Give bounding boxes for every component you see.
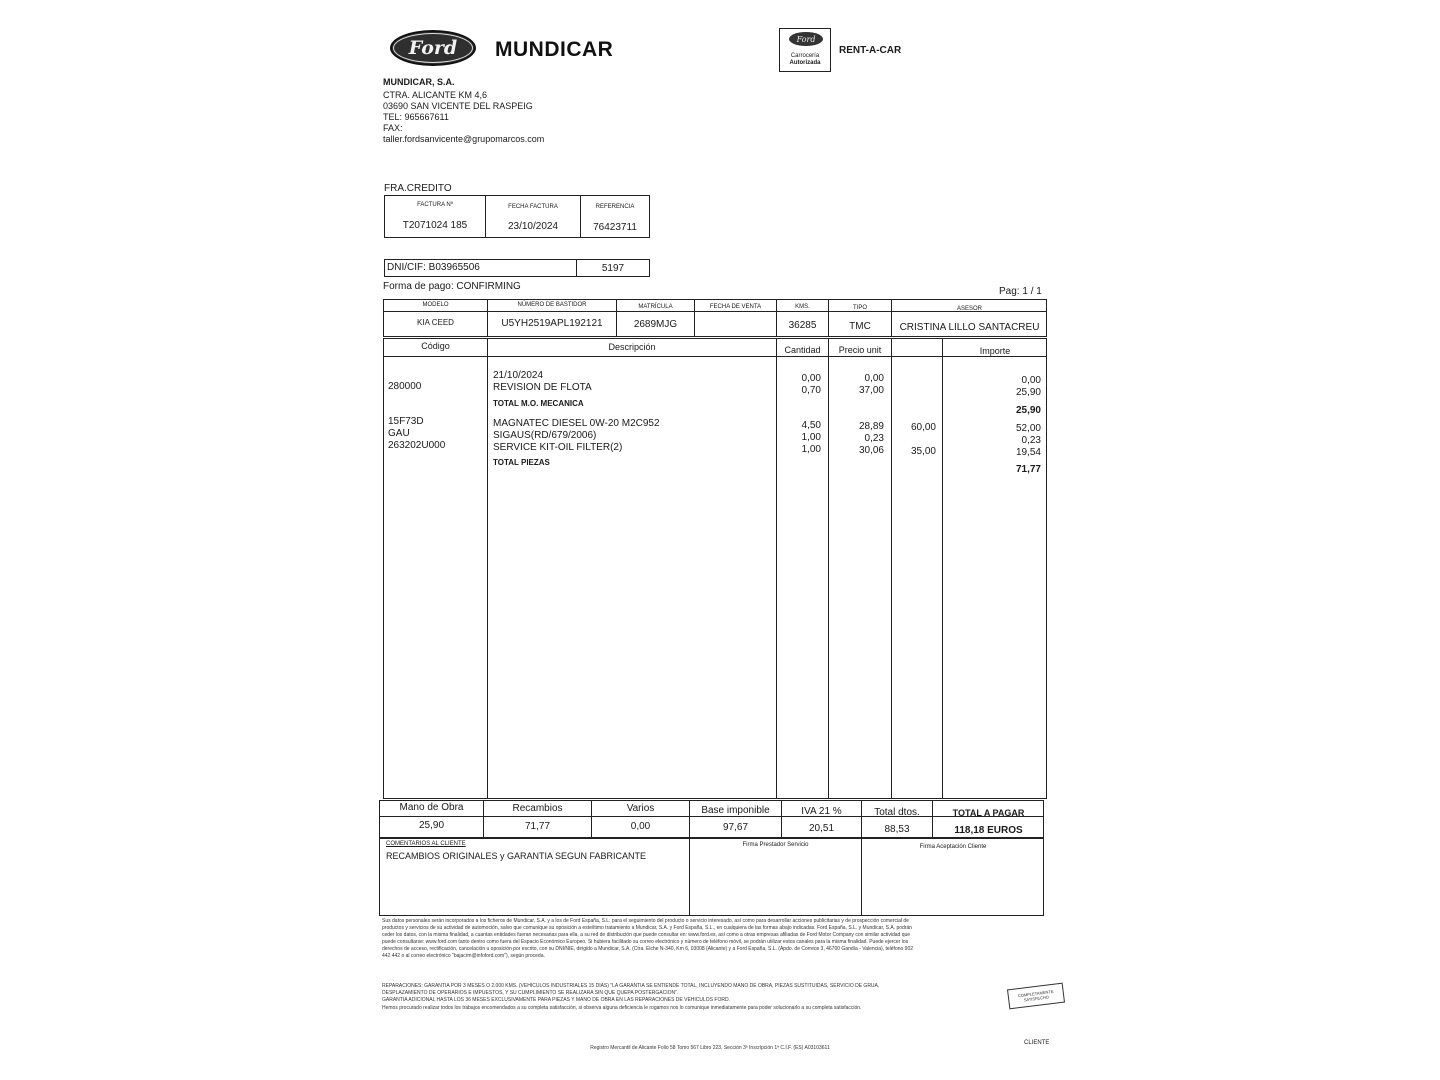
line-descuento: 60,00 xyxy=(910,422,936,433)
line-codigo: 280000 xyxy=(388,381,422,392)
line-cantidad: 4,50 xyxy=(801,420,821,431)
satisfaction-stamp: COMPLETAMENTE SATISFECHO xyxy=(1007,983,1065,1010)
varios-header: Varios xyxy=(626,803,655,814)
fecha-venta-header: FECHA DE VENTA xyxy=(709,304,762,310)
company-email: taller.fordsanvicente@grupomarcos.com xyxy=(383,134,545,144)
vehicle-tipo: TMC xyxy=(849,321,871,332)
invoice-type: FRA.CREDITO xyxy=(384,183,452,194)
iva-header: IVA 21 % xyxy=(801,806,842,817)
fecha-header: FECHA FACTURA xyxy=(508,204,558,210)
carroceria-line1: Carrocería xyxy=(790,53,820,59)
line-descuento: 35,00 xyxy=(910,446,936,457)
matricula-header: MATRÍCULA xyxy=(638,304,673,310)
cliente-label: CLIENTE xyxy=(1024,1040,1050,1046)
carroceria-line2: Autorizada xyxy=(789,60,821,66)
vehicle-modelo: KIA CEED xyxy=(417,318,454,327)
divider xyxy=(487,338,488,799)
total-pagar-value: 118,18 EUROS xyxy=(954,825,1023,836)
line-precio: 0,23 xyxy=(864,433,884,444)
company-name: MUNDICAR, S.A. xyxy=(383,77,455,87)
privacy-line: ceder los datos, con la misma finalidad, a cuantas entidades fueran necesarias para ella, a su red de distribución que puede consultar en: www.ford.es, así como a otras empresas afiliadas de Ford Motor Company con similar actividad que xyxy=(382,932,911,938)
precio-header: Precio unit xyxy=(838,345,882,355)
base-value: 97,67 xyxy=(722,822,749,833)
total-mo-label: TOTAL M.O. MECANICA xyxy=(493,399,584,408)
rent-a-car-label: RENT-A-CAR xyxy=(839,45,902,56)
privacy-notice xyxy=(382,918,1042,960)
bastidor-header: NÚMERO DE BASTIDOR xyxy=(517,302,587,308)
firma-cliente: Firma Aceptación Cliente xyxy=(919,844,987,850)
recambios-header: Recambios xyxy=(512,803,563,814)
vehicle-asesor: CRISTINA LILLO SANTACREU xyxy=(899,322,1040,333)
importe-header: Importe xyxy=(979,346,1011,356)
privacy-line: derechos de acceso, rectificación, cancelación u oposición por escrito, con su DNI/NIE, dirigido a Mundicar, S.A. (Ctra. Elche N-340, Km 6, 03008 (Alicante) y a Ford España, S.L. (Apdo. de Correos 3, 46700 Gandía - Valencia), teléfono 902 xyxy=(382,946,914,952)
privacy-line: Sus datos personales serán incorporados a los ficheros de Mundicar, S.A. y a los de Ford España, S.L. para el seguimiento del producto o servicio interesado, así como para desarrollar acciones publicitarias y de prospección comercial de xyxy=(382,918,909,924)
line-cantidad: 0,00 xyxy=(801,373,821,384)
line-cantidad: 0,70 xyxy=(801,385,821,396)
divider xyxy=(689,838,690,916)
line-importe: 52,00 xyxy=(1015,423,1041,434)
company-tel: TEL: 965667611 xyxy=(383,112,449,122)
line-cantidad: 1,00 xyxy=(801,432,821,443)
line-importe: 0,00 xyxy=(1021,375,1041,386)
base-header: Base imponible xyxy=(701,805,770,816)
ford-small-logo: Ford xyxy=(789,32,823,46)
brand-name: MUNDICAR xyxy=(495,38,614,61)
line-importe: 19,54 xyxy=(1015,447,1041,458)
line-descripcion: MAGNATEC DIESEL 0W-20 M2C952 xyxy=(493,418,660,429)
modelo-header: MODELO xyxy=(422,302,449,308)
factura-header: FACTURA Nº xyxy=(417,202,453,208)
company-address1: CTRA. ALICANTE KM 4,6 xyxy=(383,90,488,100)
line-precio: 0,00 xyxy=(864,373,884,384)
total-mo-value: 25,90 xyxy=(1015,405,1041,416)
ford-logo xyxy=(390,30,476,66)
total-dtos-header: Total dtos. xyxy=(874,807,920,818)
total-pagar-header: TOTAL A PAGAR xyxy=(952,808,1025,818)
ford-logo-text: Ford xyxy=(393,33,473,63)
line-descripcion: SIGAUS(RD/679/2006) xyxy=(493,430,597,441)
privacy-line: 442 442 o al correo electrónico "bajacrm@infoford.com"), según proceda. xyxy=(382,953,545,959)
iva-value: 20,51 xyxy=(808,823,835,834)
total-dtos-value: 88,53 xyxy=(884,824,910,835)
divider xyxy=(776,338,777,799)
company-info xyxy=(383,77,544,145)
payment-method: Forma de pago: CONFIRMING xyxy=(383,281,521,292)
codigo-header: Código xyxy=(421,341,450,351)
kms-header: KMS. xyxy=(795,304,810,310)
factura-date: 23/10/2024 xyxy=(507,221,559,232)
tipo-header: TIPO xyxy=(852,305,867,311)
varios-value: 0,00 xyxy=(630,821,651,832)
warranty-line: REPARACIONES: GARANTIA POR 3 MESES O 2.000 KMS. (VEHICULOS INDUSTRIALES 15 DIAS) "LA GARANTIA SE ENTIENDE TOTAL, INCLUYENDO MANO DE OBRA, PIEZAS SUSTITUIDAS, SERVICIO DE GRUA, xyxy=(382,983,880,989)
factura-reference: 76423711 xyxy=(593,222,637,233)
firma-prestador: Firma Prestador Servicio xyxy=(742,842,809,848)
descripcion-header: Descripción xyxy=(608,342,656,352)
cantidad-header: Cantidad xyxy=(784,345,821,355)
vehicle-matricula: 2689MJG xyxy=(633,319,678,330)
line-importe: 0,23 xyxy=(1021,435,1041,446)
line-descripcion: SERVICE KIT-OIL FILTER(2) xyxy=(493,442,623,453)
comments-text: RECAMBIOS ORIGINALES y GARANTIA SEGUN FABRICANTE xyxy=(386,851,647,861)
line-codigo: 263202U000 xyxy=(388,440,446,451)
line-precio: 28,89 xyxy=(858,421,884,432)
referencia-header: REFERENCIA xyxy=(595,204,635,210)
company-address2: 03690 SAN VICENTE DEL RASPEIG xyxy=(383,101,533,111)
dni-cif: DNI/CIF: B03965506 xyxy=(387,262,480,273)
line-importe: 25,90 xyxy=(1015,387,1041,398)
privacy-line: productos y servicios de su actividad de automoción, salvo que comunique su oposición a este/itimo tratamiento a Mundicar, S.A. y Ford España, S.L., en cualquiera de las formas abajo indicadas. Ford España, S.L. y Mundicar, S.A. podrán xyxy=(382,925,913,931)
line-codigo: 15F73D xyxy=(388,416,424,427)
client-code: 5197 xyxy=(601,263,625,274)
line-date: 21/10/2024 xyxy=(493,370,544,381)
registro-mercantil: Registro Mercantil de Alicante Folio 58 Tomo 567 Libro 223, Sección 3ª Inscripción 1ª C.I.F. (ES) A03103611 xyxy=(590,1045,830,1051)
total-piezas-value: 71,77 xyxy=(1015,464,1041,475)
warranty-notice xyxy=(382,983,1002,1012)
warranty-line: DESPLAZAMIENTO DE OPERARIOS E IMPUESTOS, Y SU CUMPLIMIENTO SE REALIZARA SIN QUE QUEPA POSTERGACION". xyxy=(382,990,679,996)
asesor-header: ASESOR xyxy=(956,306,982,312)
warranty-line: GARANTIA ADICIONAL HASTA LOS 36 MESES EXCLUSIVAMENTE PARA PIEZAS Y MANO DE OBRA EN LAS REPARACIONES DE VEHICULOS FORD. xyxy=(382,997,730,1003)
line-precio: 37,00 xyxy=(858,385,884,396)
line-descripcion: REVISION DE FLOTA xyxy=(493,382,592,393)
line-cantidad: 1,00 xyxy=(801,444,821,455)
recambios-value: 71,77 xyxy=(524,821,551,832)
mano-obra-header: Mano de Obra xyxy=(399,802,464,813)
vehicle-bastidor: U5YH2519APL192121 xyxy=(501,318,603,329)
line-precio: 30,06 xyxy=(858,445,884,456)
comments-label: COMENTARIOS AL CLIENTE xyxy=(386,841,466,847)
page-number: Pag: 1 / 1 xyxy=(999,286,1042,297)
divider xyxy=(828,338,829,799)
privacy-line: puede consultarse: www.ford.com tanto dentro como fuera del Espacio Económico Europeo. Si hubiera facilitado su correo electrónico y número de teléfono móvil, se podrán utilizar estos canales para la misma finalidad. Puede ejercer los xyxy=(382,939,909,945)
total-piezas-label: TOTAL PIEZAS xyxy=(493,458,550,467)
divider xyxy=(891,338,892,799)
mano-obra-value: 25,90 xyxy=(418,820,445,831)
warranty-line: Hemos procurado realizar todos los trabajos encomendados a su completa satisfacción, si observa alguna deficiencia le rogamos nos lo comunique inmediatamente para poder solucionarlo a su completa satisfacción. xyxy=(382,1005,862,1011)
vehicle-kms: 36285 xyxy=(788,320,817,331)
company-fax: FAX: xyxy=(383,123,403,133)
factura-number: T2071024 185 xyxy=(402,220,468,231)
line-codigo: GAU xyxy=(388,428,410,439)
